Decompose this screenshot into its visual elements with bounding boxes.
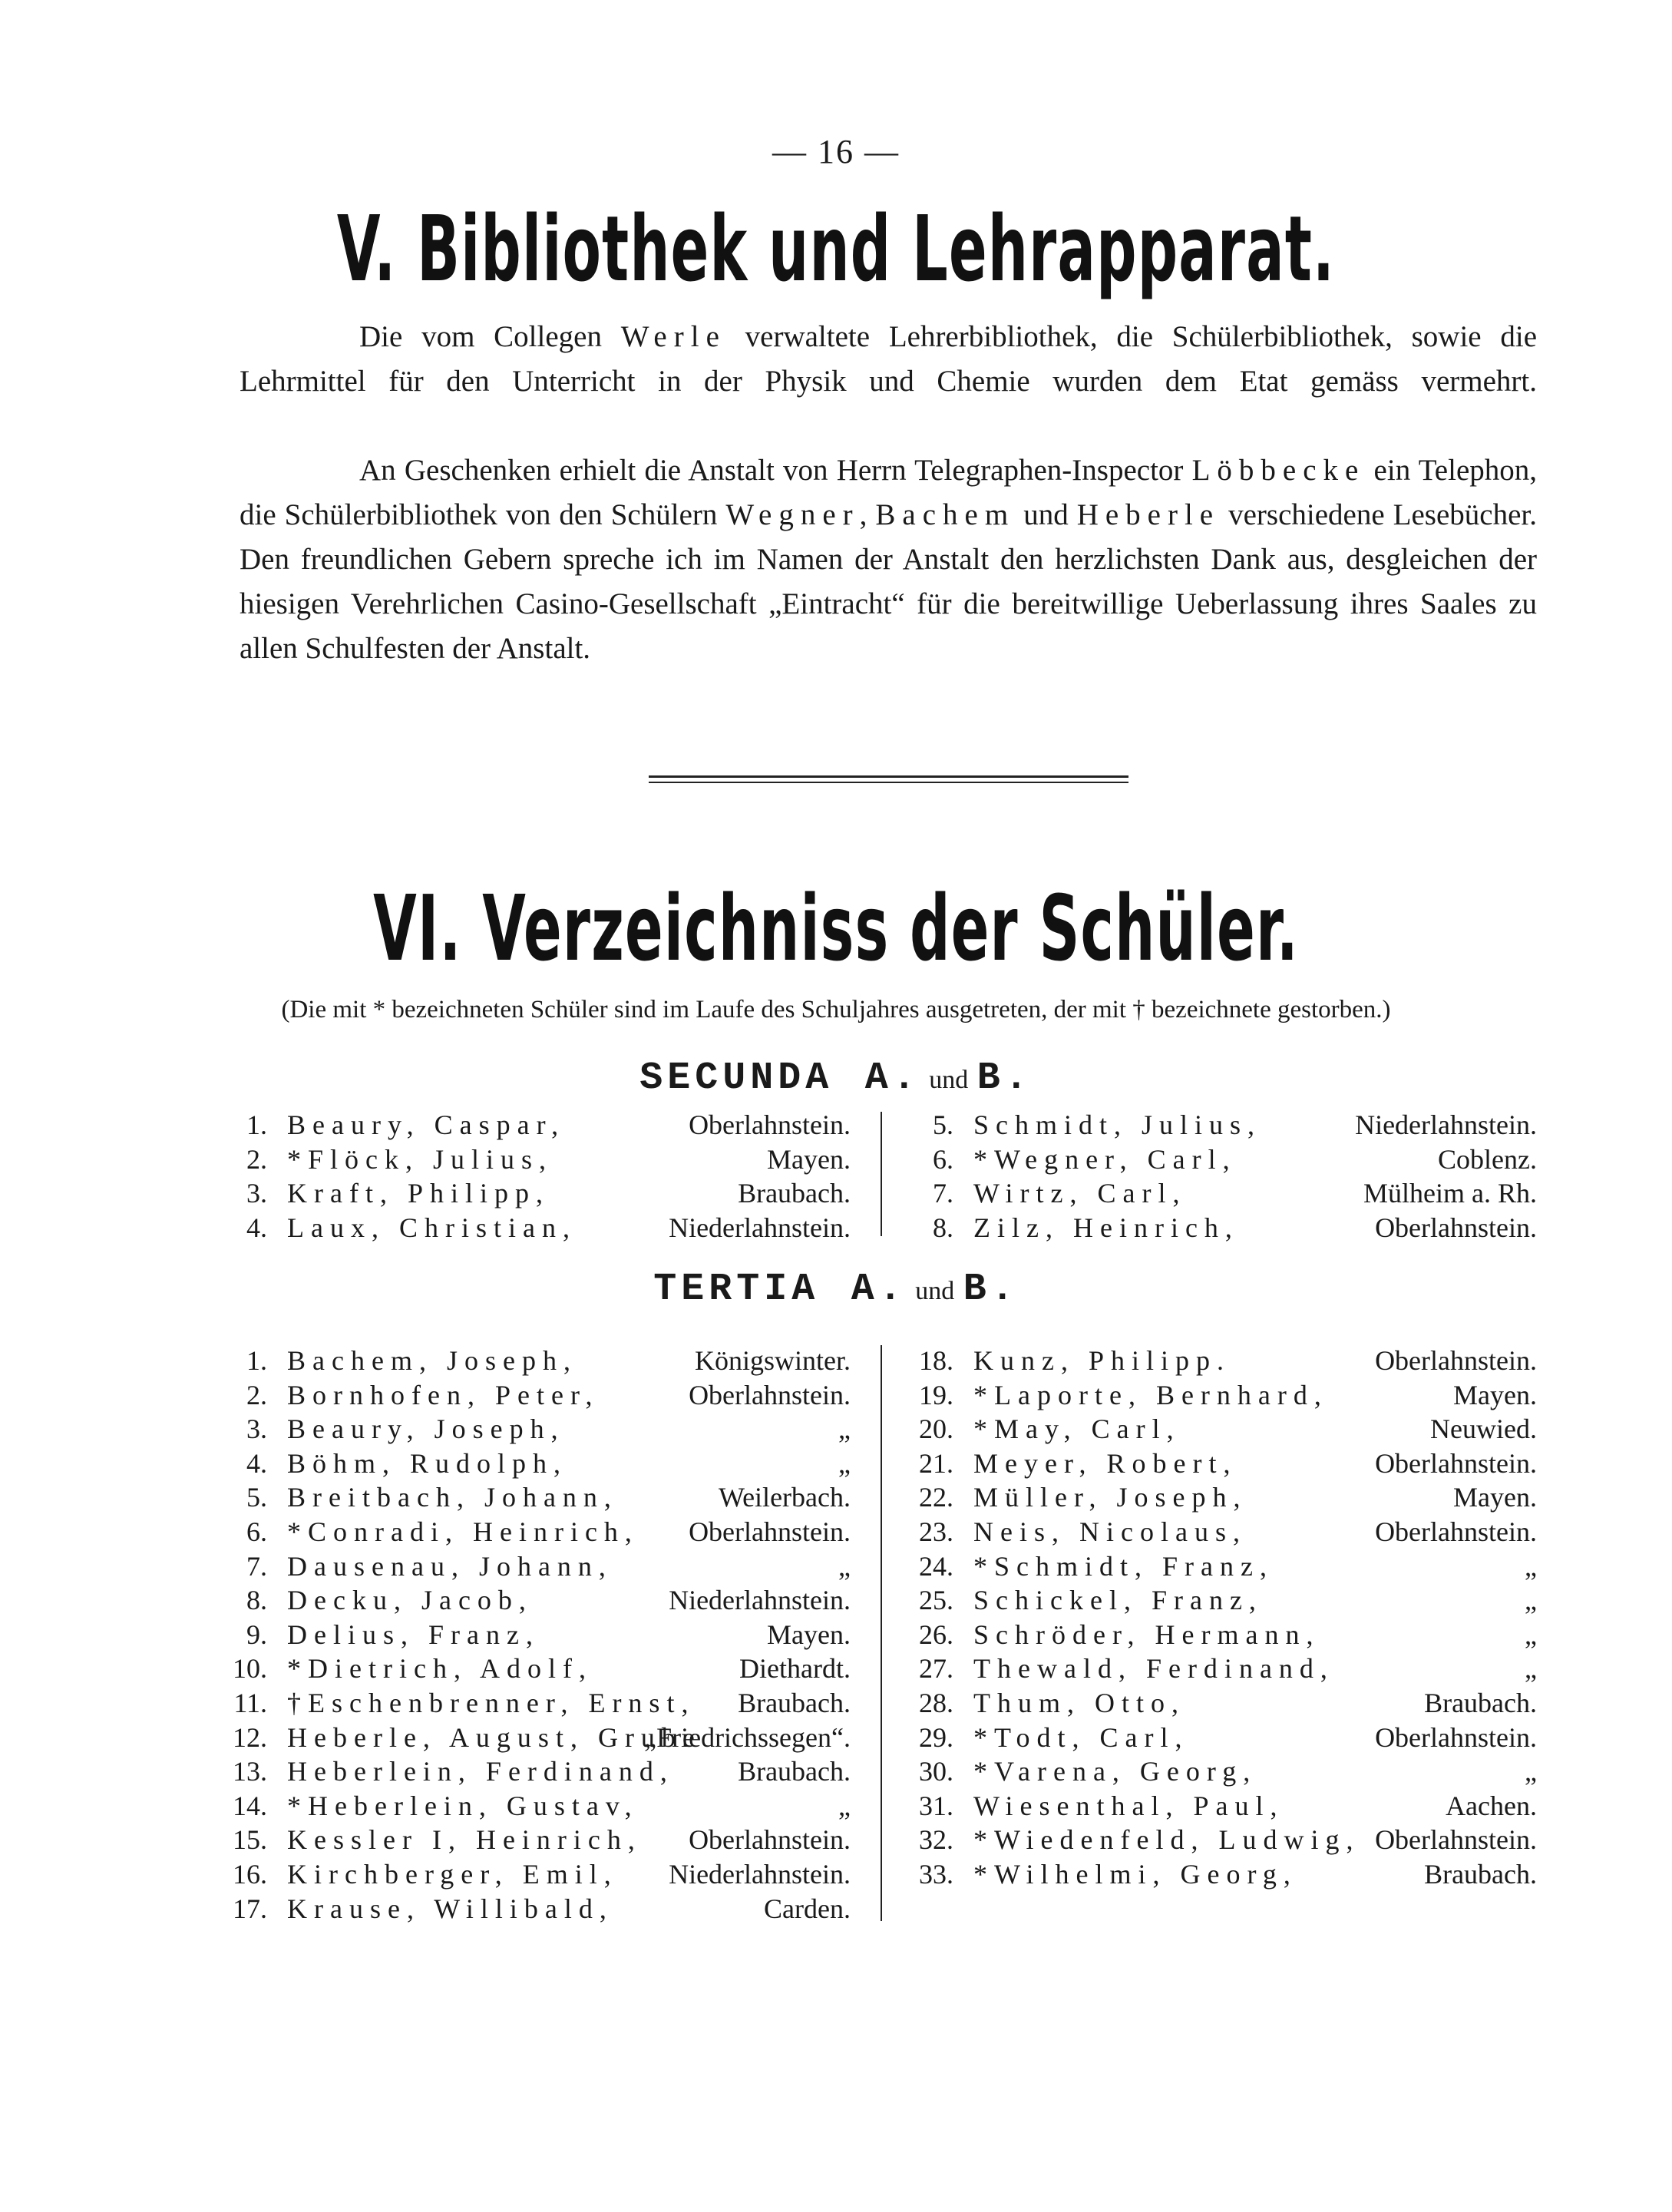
student-name: *Wegner, Carl, <box>973 1143 1237 1175</box>
student-row <box>914 1515 1537 1549</box>
student-number: 12. <box>233 1721 267 1753</box>
student-number: 25. <box>919 1585 953 1616</box>
student-number: 24. <box>919 1550 953 1582</box>
section-v-paragraph-1 <box>240 315 1537 404</box>
student-row <box>914 1686 1537 1721</box>
paragraph-text: verschiedene Lesebücher. Den freundlichen Gebern spreche ich im Namen der Anstalt den herzlichsten Dank aus, desgleichen der hiesigen Verehrlichen Casino-Gesellschaft „Eintracht“ für die bereitwillige Ueberlassung ihres Saales zu allen Schulfesten der Anstalt. <box>240 498 1537 665</box>
student-row <box>227 1721 851 1755</box>
secunda-left-column <box>227 1108 851 1245</box>
student-hometown: Neuwied. <box>1430 1413 1537 1445</box>
und-text: und <box>929 1066 969 1094</box>
student-hometown: „Friedrichssegen“. <box>644 1721 851 1753</box>
student-row <box>227 1480 851 1515</box>
student-number: 7. <box>246 1550 267 1582</box>
student-number: 5. <box>933 1109 953 1140</box>
student-row <box>914 1652 1537 1686</box>
student-hometown: „ <box>1525 1585 1537 1616</box>
student-number: 6. <box>246 1516 267 1547</box>
student-row <box>914 1549 1537 1584</box>
student-name: Delius, Franz, <box>287 1618 540 1650</box>
student-number: 26. <box>919 1618 953 1650</box>
student-name: Dausenau, Johann, <box>287 1550 613 1582</box>
student-hometown: Oberlahnstein. <box>1375 1345 1537 1376</box>
student-name: Heberle, August, Grube <box>287 1721 702 1753</box>
student-number: 3. <box>246 1178 267 1209</box>
student-row <box>227 1892 851 1926</box>
student-row <box>914 1480 1537 1515</box>
paragraph-text: An Geschenken erhielt die Anstalt von Herrn Telegraphen-Inspector <box>359 454 1192 487</box>
student-number: 6. <box>933 1143 953 1175</box>
student-hometown: Braubach. <box>738 1756 851 1787</box>
student-row <box>227 1549 851 1584</box>
student-name: Müller, Joseph, <box>973 1482 1247 1513</box>
student-number: 9. <box>246 1618 267 1650</box>
student-row <box>227 1142 851 1177</box>
student-hometown: „ <box>1525 1653 1537 1685</box>
student-number: 27. <box>919 1653 953 1685</box>
student-number: 23. <box>919 1516 953 1547</box>
student-row <box>914 1211 1537 1245</box>
student-row <box>227 1754 851 1789</box>
student-name: Laux, Christian, <box>287 1212 577 1243</box>
student-hometown: „ <box>1525 1550 1537 1582</box>
student-row <box>227 1378 851 1413</box>
paragraph-text: , <box>859 498 876 531</box>
paragraph-text: verwaltete Lehrerbibliothek, die Schülerbibliothek, sowie die Lehrmittel für den Unterricht in der Physik und Chemie wurden dem Etat gemäss vermehrt. <box>240 320 1538 398</box>
student-row <box>227 1344 851 1378</box>
section-divider <box>649 775 1128 783</box>
student-number: 14. <box>233 1790 267 1821</box>
student-number: 3. <box>246 1413 267 1445</box>
student-number: 30. <box>919 1756 953 1787</box>
student-hometown: Niederlahnstein. <box>669 1212 851 1243</box>
student-name: Böhm, Rudolph, <box>287 1447 568 1479</box>
person-name: Bachem <box>875 498 1016 531</box>
student-name: Zilz, Heinrich, <box>973 1212 1239 1243</box>
student-number: 5. <box>246 1482 267 1513</box>
student-number: 33. <box>919 1858 953 1890</box>
student-name: Neis, Nicolaus, <box>973 1516 1247 1547</box>
person-name: Löbbecke <box>1191 454 1366 487</box>
student-name: *Wilhelmi, Georg, <box>973 1858 1297 1890</box>
student-row <box>227 1108 851 1142</box>
student-name: *Laporte, Bernhard, <box>973 1379 1328 1410</box>
student-row <box>227 1789 851 1823</box>
student-name: Kirchberger, Emil, <box>287 1858 618 1890</box>
student-number: 18. <box>919 1345 953 1376</box>
student-hometown: Braubach. <box>738 1178 851 1209</box>
student-row <box>914 1618 1537 1652</box>
student-number: 17. <box>233 1893 267 1924</box>
class-name: TERTIA <box>653 1268 820 1311</box>
student-row <box>227 1447 851 1481</box>
student-hometown: Niederlahnstein. <box>669 1858 851 1890</box>
student-row <box>914 1176 1537 1211</box>
student-hometown: Weilerbach. <box>718 1482 851 1513</box>
student-hometown: Mayen. <box>767 1143 851 1175</box>
student-number: 4. <box>246 1447 267 1479</box>
student-hometown: Diethardt. <box>739 1653 851 1685</box>
student-row <box>227 1686 851 1721</box>
student-hometown: Mayen. <box>1453 1379 1537 1410</box>
student-name: Beaury, Joseph, <box>287 1413 565 1445</box>
section-vi-heading: VI. Verzeichniss der Schüler. <box>373 875 1299 981</box>
student-number: 21. <box>919 1447 953 1479</box>
student-name: *Todt, Carl, <box>973 1721 1189 1753</box>
secunda-title <box>0 1056 1672 1100</box>
student-row <box>227 1211 851 1245</box>
section-v-paragraph-2 <box>240 448 1537 671</box>
student-number: 2. <box>246 1143 267 1175</box>
student-row <box>914 1142 1537 1177</box>
class-b: B. <box>963 1268 1019 1311</box>
student-row <box>914 1789 1537 1823</box>
student-number: 11. <box>233 1687 267 1718</box>
student-number: 20. <box>919 1413 953 1445</box>
student-name: *Dietrich, Adolf, <box>287 1653 593 1685</box>
student-hometown: Oberlahnstein. <box>689 1109 851 1140</box>
student-row <box>227 1652 851 1686</box>
student-name: Breitbach, Johann, <box>287 1482 618 1513</box>
student-row <box>227 1176 851 1211</box>
student-number: 8. <box>246 1585 267 1616</box>
student-name: Heberlein, Ferdinand, <box>287 1756 674 1787</box>
student-row <box>914 1344 1537 1378</box>
student-name: Wirtz, Carl, <box>973 1178 1187 1209</box>
student-name: *Conradi, Heinrich, <box>287 1516 639 1547</box>
student-name: Wiesenthal, Paul, <box>973 1790 1284 1821</box>
tertia-column-divider <box>881 1345 882 1921</box>
student-number: 7. <box>933 1178 953 1209</box>
student-row <box>914 1378 1537 1413</box>
class-a: A. <box>851 1268 907 1311</box>
student-row <box>227 1412 851 1447</box>
student-hometown: Oberlahnstein. <box>1375 1824 1537 1856</box>
student-hometown: Oberlahnstein. <box>689 1379 851 1410</box>
student-name: Bachem, Joseph, <box>287 1345 577 1376</box>
person-name: Heberle <box>1076 498 1221 531</box>
tertia-left-column <box>227 1344 851 1926</box>
student-name: Bornhofen, Peter, <box>287 1379 600 1410</box>
student-hometown: Oberlahnstein. <box>1375 1212 1537 1243</box>
student-hometown: Oberlahnstein. <box>1375 1721 1537 1753</box>
student-row <box>914 1583 1537 1618</box>
student-hometown: Niederlahnstein. <box>669 1585 851 1616</box>
student-name: Kunz, Philipp. <box>973 1345 1231 1376</box>
student-row <box>227 1618 851 1652</box>
student-name: *Flöck, Julius, <box>287 1143 553 1175</box>
student-row <box>227 1515 851 1549</box>
student-number: 8. <box>933 1212 953 1243</box>
student-name: Schickel, Franz, <box>973 1585 1263 1616</box>
student-hometown: Braubach. <box>738 1687 851 1718</box>
student-name: *Heberlein, Gustav, <box>287 1790 639 1821</box>
paragraph-text: Die vom Collegen <box>359 320 621 353</box>
student-hometown: Braubach. <box>1424 1687 1537 1718</box>
student-name: Schmidt, Julius, <box>973 1109 1262 1140</box>
legend-note: (Die mit * bezeichneten Schüler sind im Laufe des Schuljahres ausgetreten, der mit † bezeichnete gestorben.) <box>281 996 1391 1023</box>
secunda-column-divider <box>881 1112 882 1236</box>
student-hometown: Mayen. <box>1453 1482 1537 1513</box>
student-number: 22. <box>919 1482 953 1513</box>
student-number: 1. <box>246 1345 267 1376</box>
student-hometown: „ <box>838 1790 851 1821</box>
student-name: Kraft, Philipp, <box>287 1178 550 1209</box>
student-row <box>914 1823 1537 1857</box>
student-number: 19. <box>919 1379 953 1410</box>
page-number: — 16 — <box>772 133 900 170</box>
student-name: Krause, Willibald, <box>287 1893 613 1924</box>
student-hometown: Oberlahnstein. <box>1375 1447 1537 1479</box>
student-name: †Eschenbrenner, Ernst, <box>287 1687 696 1718</box>
student-name: Thum, Otto, <box>973 1687 1185 1718</box>
student-number: 15. <box>233 1824 267 1856</box>
student-row <box>914 1721 1537 1755</box>
class-b: B. <box>976 1056 1033 1100</box>
student-row <box>227 1857 851 1892</box>
student-name: Decku, Jacob, <box>287 1585 533 1616</box>
student-number: 10. <box>233 1653 267 1685</box>
student-number: 4. <box>246 1212 267 1243</box>
student-row <box>914 1447 1537 1481</box>
student-hometown: „ <box>838 1413 851 1445</box>
student-hometown: Aachen. <box>1446 1790 1537 1821</box>
student-row <box>914 1857 1537 1892</box>
student-name: Schröder, Hermann, <box>973 1618 1320 1650</box>
tertia-right-column <box>914 1344 1537 1892</box>
tertia-title <box>0 1267 1672 1311</box>
student-hometown: „ <box>1525 1756 1537 1787</box>
person-name: Wegner <box>725 498 860 531</box>
student-row <box>227 1583 851 1618</box>
secunda-right-column <box>914 1108 1537 1245</box>
student-number: 28. <box>919 1687 953 1718</box>
student-hometown: Braubach. <box>1424 1858 1537 1890</box>
student-number: 32. <box>919 1824 953 1856</box>
student-hometown: Carden. <box>764 1893 851 1924</box>
paragraph-text: und <box>1015 498 1077 531</box>
student-row <box>914 1412 1537 1447</box>
student-name: *Varena, Georg, <box>973 1756 1257 1787</box>
student-hometown: Oberlahnstein. <box>689 1516 851 1547</box>
person-name: Werle <box>620 320 726 353</box>
student-number: 16. <box>233 1858 267 1890</box>
student-hometown: Oberlahnstein. <box>1375 1516 1537 1547</box>
student-hometown: Niederlahnstein. <box>1355 1109 1537 1140</box>
section-v-heading: V. Bibliothek und Lehrapparat. <box>336 196 1336 302</box>
student-hometown: Mülheim a. Rh. <box>1363 1178 1537 1209</box>
student-name: Meyer, Robert, <box>973 1447 1237 1479</box>
student-name: *May, Carl, <box>973 1413 1181 1445</box>
student-hometown: Königswinter. <box>695 1345 851 1376</box>
student-number: 13. <box>233 1756 267 1787</box>
student-hometown: Coblenz. <box>1438 1143 1537 1175</box>
student-number: 29. <box>919 1721 953 1753</box>
student-number: 31. <box>919 1790 953 1821</box>
student-name: *Wiedenfeld, Ludwig, <box>973 1824 1360 1856</box>
student-hometown: „ <box>838 1550 851 1582</box>
student-row <box>914 1754 1537 1789</box>
student-name: Thewald, Ferdinand, <box>973 1653 1334 1685</box>
student-row <box>914 1108 1537 1142</box>
student-name: Beaury, Caspar, <box>287 1109 566 1140</box>
student-number: 1. <box>246 1109 267 1140</box>
class-a: A. <box>864 1056 920 1100</box>
paragraph-text: ein Telephon, die Schülerbibliothek von den Schülern <box>240 454 1537 531</box>
student-row <box>227 1823 851 1857</box>
und-text: und <box>915 1277 955 1305</box>
student-number: 2. <box>246 1379 267 1410</box>
student-name: *Schmidt, Franz, <box>973 1550 1274 1582</box>
student-hometown: „ <box>838 1447 851 1479</box>
student-name: Kessler I, Heinrich, <box>287 1824 642 1856</box>
student-hometown: Oberlahnstein. <box>689 1824 851 1856</box>
student-hometown: Mayen. <box>767 1618 851 1650</box>
student-hometown: „ <box>1525 1618 1537 1650</box>
class-name: SECUNDA <box>639 1056 834 1100</box>
